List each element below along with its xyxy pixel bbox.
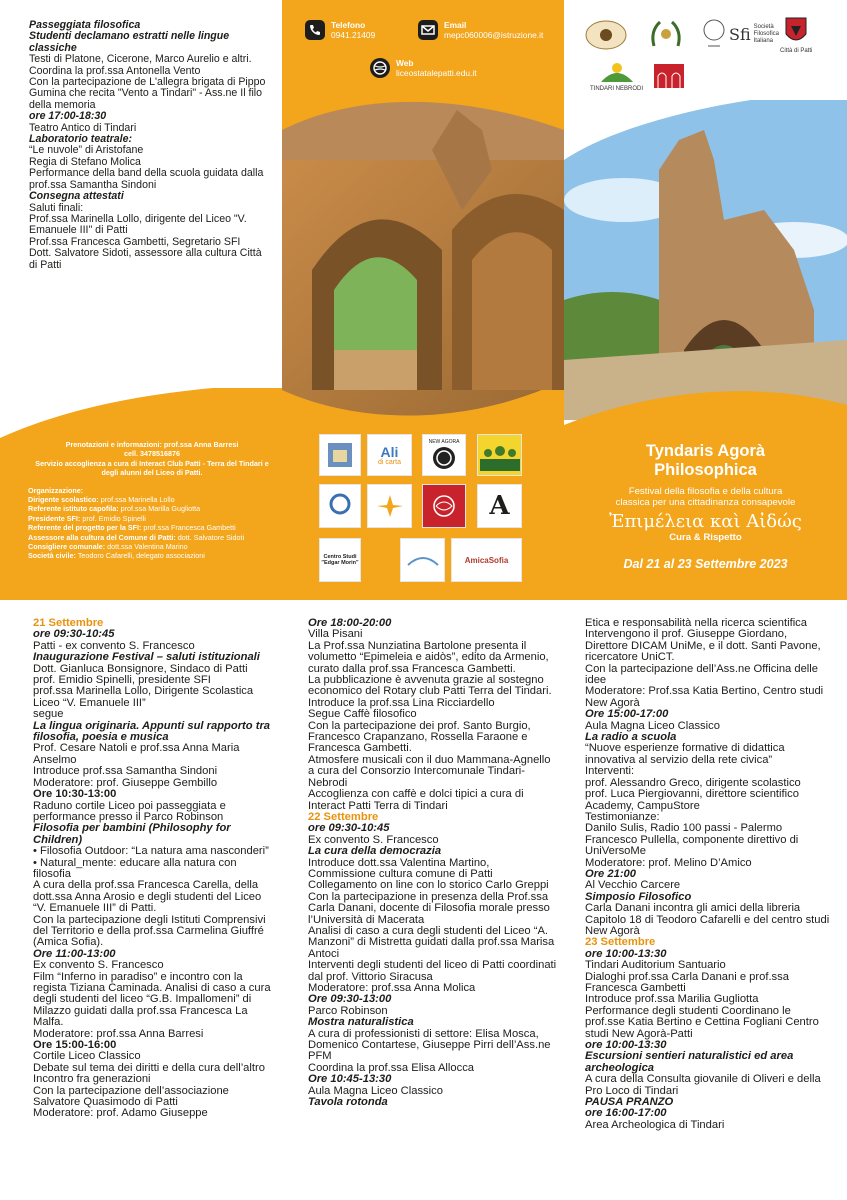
web-label: Web bbox=[396, 58, 414, 68]
partner-logo-red bbox=[422, 484, 466, 528]
program-line: Introduce prof.ssa Marilia Gugliotta bbox=[585, 993, 759, 1006]
amica-sofia-logo: AmicaSofia bbox=[451, 538, 522, 582]
laurel-logo bbox=[646, 16, 686, 54]
festival-subtitle-2: classica per una cittadinanza consapevole bbox=[615, 497, 796, 508]
program-line: Ore 18:00-20:00 bbox=[308, 617, 392, 629]
web-contact bbox=[370, 58, 477, 78]
program-line: Teatro Antico di Tindari bbox=[29, 121, 137, 134]
program-line: segue bbox=[33, 708, 64, 721]
centro-studi-logo: Centro Studi "Edgar Morin" bbox=[319, 538, 361, 582]
program-line: Studenti declamano estratti nelle lingue classiche bbox=[29, 30, 230, 54]
program-line: Tindari Auditorium Santuario bbox=[585, 959, 726, 972]
tindari-ruins-photo bbox=[282, 90, 564, 440]
officina-logo bbox=[367, 484, 412, 528]
program-line: Simposio Filosofico bbox=[585, 890, 692, 903]
program-line: PAUSA PRANZO bbox=[585, 1096, 674, 1109]
info-block bbox=[28, 440, 276, 561]
globe-icon bbox=[370, 58, 390, 78]
program-line: Ore 10:30-13:00 bbox=[33, 788, 117, 801]
partner-logo-blue bbox=[400, 538, 445, 582]
program-line: ore 09:30-10:45 bbox=[33, 628, 115, 641]
interactional-logo bbox=[319, 484, 361, 528]
program-line: Segue Caffè filosofico bbox=[308, 708, 417, 721]
institutional-logos bbox=[584, 10, 840, 100]
service-info: Servizio accoglienza a cura di Interact Club Patti - Terra del Tindari e degli alunni del Liceo di Patti. bbox=[35, 458, 269, 478]
program-line: Villa Pisani bbox=[308, 628, 363, 641]
program-line: Coordina la prof.ssa Elisa Allocca bbox=[308, 1061, 475, 1074]
program-line: 21 Settembre bbox=[33, 617, 104, 629]
program-line: A cura della Consulta giovanile di Oliveri e della Pro Loco di Tindari bbox=[585, 1073, 821, 1097]
phone-label: Telefono bbox=[331, 20, 366, 30]
organizer-name: prof.ssa Marinella Lollo bbox=[98, 495, 175, 505]
booking-info: Prenotazioni e informazioni: prof.ssa Anna Barresi bbox=[65, 440, 239, 449]
partner-logo-sunflower bbox=[477, 434, 522, 476]
program-line: Dialoghi prof.ssa Carla Danani e prof.ssa Francesca Gambetti bbox=[585, 970, 789, 994]
organizer-name: prof.ssa Francesca Gambetti bbox=[141, 523, 236, 533]
phone-icon bbox=[305, 20, 325, 40]
program-line: Con la partecipazione dei prof. Santo Burgio, Francesco Crapanzano, Rossella Faraone e Francesca Gambetti. bbox=[308, 719, 531, 755]
program-line: Ore 15:00-16:00 bbox=[33, 1039, 117, 1052]
program-line: Atmosfere musicali con il duo Mammana-Agnello a cura del Consorzio Intercomunale Tindari-Nebrodi bbox=[308, 753, 551, 789]
program-line: Regia di Stefano Molica bbox=[29, 155, 141, 168]
program-line: Incontro fra generazioni bbox=[33, 1073, 151, 1086]
program-line: Introduce dott.ssa Valentina Martino, Commissione cultura comune di Patti bbox=[308, 856, 493, 880]
organizer-name: prof. Emidio Spinelli bbox=[80, 513, 146, 523]
organizer-role: Consigliere comunale: bbox=[28, 542, 106, 552]
program-line: ore 10:00-13:30 bbox=[585, 947, 667, 960]
program-line: Ex convento S. Francesco bbox=[308, 833, 439, 846]
program-line: Moderatore: prof. Melino D’Amico bbox=[585, 856, 752, 869]
program-line: • Filosofia Outdoor: “La natura ama nasconderi” bbox=[33, 845, 269, 858]
email-contact bbox=[418, 20, 543, 40]
organizer-row bbox=[28, 514, 276, 523]
phone-value[interactable]: 0941.21409 bbox=[331, 30, 376, 40]
program-line: La pubblicazione è avvenuta grazie al sostegno economico del Rotary club Patti Terra del Tindari. bbox=[308, 674, 552, 698]
program-line: Ore 21:00 bbox=[585, 867, 636, 880]
program-line: Mostra naturalistica bbox=[308, 1016, 414, 1029]
program-line: A cura di professionisti di settore: Elisa Mosca, Domenico Contartese, Giuseppe Pirri dell’Ass.ne PFM bbox=[308, 1027, 551, 1063]
program-line: Prof.ssa Marinella Lollo, dirigente del Liceo "V. Emanuele III" di Patti bbox=[29, 212, 247, 237]
program-line: ore 17:00-18:30 bbox=[29, 110, 107, 123]
program-line: Introduce la prof.ssa Lina Ricciardello bbox=[308, 696, 495, 709]
organizer-role: Referente istituto capofila: bbox=[28, 504, 119, 514]
program-line: Raduno cortile Liceo poi passeggiata e performance presso il Parco Robinson bbox=[33, 799, 226, 823]
program-line: Ex convento S. Francesco bbox=[33, 959, 164, 972]
organizer-row bbox=[28, 523, 276, 532]
program-line: La cura della democrazia bbox=[308, 845, 442, 858]
program-line: Ore 11:00-13:00 bbox=[33, 947, 116, 960]
program-line: Tavola rotonda bbox=[308, 1096, 388, 1109]
program-line: Interventi degli studenti del liceo di Patti coordinati dal prof. Vittorio Siracusa bbox=[308, 959, 557, 983]
organizer-row bbox=[28, 504, 276, 513]
program-line: Prof.ssa Francesca Gambetti, Segretario SFI bbox=[29, 235, 241, 248]
program-line: Patti - ex convento S. Francesco bbox=[33, 639, 195, 652]
citta-di-patti-logo: Città di Patti bbox=[780, 12, 812, 55]
greek-motto: Ἐπιμέλεια καὶ Αἰδώς bbox=[609, 511, 802, 532]
web-value[interactable]: liceostatalepatti.edu.it bbox=[396, 68, 477, 78]
program-line: Inaugurazione Festival – saluti istituzionali bbox=[33, 651, 260, 664]
program-line: Passeggiata filosofica bbox=[29, 19, 141, 31]
program-line: Francesco Pullella, componente direttivo di UniVersoMe bbox=[585, 833, 799, 858]
new-agora-logo: NEW AGORA bbox=[422, 434, 466, 476]
program-line: Filosofia per bambini (Philosophy for Children) bbox=[33, 822, 231, 846]
program-line: Danilo Sulis, Radio 100 passi - Palermo bbox=[585, 822, 783, 835]
email-icon bbox=[418, 20, 438, 40]
program-line: Testi di Platone, Cicerone, Marco Aurelio e altri. bbox=[29, 53, 252, 66]
program-line: Con la partecipazione degli Istituti Comprensivi del Territorio e della prof.ssa Carmelina Giuffré (Amica Sofia). bbox=[33, 913, 266, 949]
org-rows bbox=[28, 495, 276, 561]
ali-di-carta-logo: Ali di carta bbox=[367, 434, 412, 476]
program-line: Intervengono il prof. Giuseppe Giordano, Direttore DICAM UniMe, e il dott. Santi Pavone, ricercatore UniCT. bbox=[585, 628, 821, 664]
sfi-logo: Sfi Società Filosofica Italiana bbox=[702, 16, 796, 52]
program-line: Performance degli studenti Coordinano le prof.sse Katia Bertino e Cettina Fogliani Centro studi New Agorà-Patti bbox=[585, 1004, 819, 1040]
program-line: prof. Alessandro Greco, dirigente scolastico bbox=[585, 776, 801, 789]
festival-subtitle-1: Festival della filosofia e della cultura bbox=[628, 486, 783, 497]
organizer-name: prof.ssa Marilla Gugliotta bbox=[118, 504, 201, 514]
program-line: Collegamento on line con lo storico Carlo Greppi bbox=[308, 879, 549, 892]
program-line: Etica e responsabilità nella ricerca scientifica bbox=[585, 617, 807, 629]
program-line: Con la partecipazione dell’Ass.ne Officina delle idee bbox=[585, 662, 819, 687]
program-line: prof. Luca Piergiovanni, direttore scientifico Academy, CampuStore bbox=[585, 788, 799, 812]
org-title: Organizzazione: bbox=[28, 485, 84, 495]
program-line: Performance della band della scuola guidata dalla prof.ssa Samantha Sindoni bbox=[29, 167, 264, 191]
festival-title-line2: Philosophica bbox=[654, 461, 757, 479]
program-line: Debate sul tema dei diritti e della cura dell’altro bbox=[33, 1061, 265, 1074]
program-line: ore 09:30-10:45 bbox=[308, 822, 390, 835]
program-line: Moderatore: prof. Giuseppe Gembillo bbox=[33, 776, 218, 789]
festival-dates: Dal 21 al 23 Settembre 2023 bbox=[623, 557, 788, 571]
booking-cell: cell. 3478516876 bbox=[124, 449, 180, 459]
program-line: Coordina la prof.ssa Antonella Vento bbox=[29, 64, 201, 77]
program-line: La Prof.ssa Nunziatina Bartolone presenta il volumetto “Epimeleia e aidòs”, edito da Armenio, curato dalla prof.ssa Francesca Gambetti. bbox=[308, 639, 549, 675]
program-line: Con la partecipazione dell’associazione Salvatore Quasimodo di Patti bbox=[33, 1084, 229, 1109]
program-line: Film “Inferno in paradiso” e incontro con la regista Tiziana Caminada. Analisi di caso a cura degli studenti del liceo “G.B. Impallomeni” di Milazzo guidati dalla prof.ssa Francesca La Malfa. bbox=[33, 970, 271, 1029]
program-line: Escursioni sentieri naturalistici ed area archeologica bbox=[585, 1050, 794, 1074]
program-line: Consegna attestati bbox=[29, 190, 124, 203]
email-value[interactable]: mepc060006@istruzione.it bbox=[444, 30, 544, 40]
program-line: Cortile Liceo Classico bbox=[33, 1050, 141, 1063]
program-line: A cura della prof.ssa Francesca Carella, della dott.ssa Anna Arosio e degli studenti del Liceo “V. Emanuele III” di Patti. bbox=[33, 879, 262, 915]
program-line: Aula Magna Liceo Classico bbox=[308, 1084, 443, 1097]
program-line: prof.ssa Marinella Lollo, Dirigente Scolastica Liceo “V. Emanuele III” bbox=[33, 685, 254, 709]
program-line: Interventi: bbox=[585, 765, 635, 778]
program-line: ore 16:00-17:00 bbox=[585, 1107, 667, 1120]
letter-a-logo: A bbox=[477, 484, 522, 528]
program-line: Con la partecipazione in presenza della Prof.ssa Carla Danani, docente di Filosofia morale presso l’Università di Macerata bbox=[308, 890, 550, 926]
program-line: • Natural_mente: educare alla natura con filosofia bbox=[33, 856, 237, 880]
program-line: Analisi di caso a cura degli studenti del Liceo “A. Manzoni” di Mistretta guidati dalla prof.ssa Marisa Antoci bbox=[308, 924, 555, 960]
organizer-role: Referente del progetto per la SFI: bbox=[28, 523, 142, 533]
program-line: Ore 10:45-13:30 bbox=[308, 1073, 392, 1086]
organizer-role: Dirigente scolastico: bbox=[28, 495, 99, 505]
program-line: Con la partecipazione de L'allegra brigata di Pippo Gumina che recita "Vento a Tindari" - Ass.ne Il filo della memoria bbox=[29, 76, 266, 111]
program-line: Aula Magna Liceo Classico bbox=[585, 719, 720, 732]
organizer-row bbox=[28, 533, 276, 542]
program-line: Dott. Gianluca Bonsignore, Sindaco di Patti bbox=[33, 662, 248, 675]
program-line: Ore 09:30-13:00 bbox=[308, 993, 392, 1006]
program-line: prof. Emidio Spinelli, presidente SFI bbox=[33, 674, 211, 687]
program-line: Prof. Cesare Natoli e prof.ssa Anna Maria Anselmo bbox=[33, 742, 240, 766]
organizer-name: dott.ssa Valentina Marino bbox=[105, 542, 188, 552]
program-line: Accoglienza con caffè e dolci tipici a cura di Interact Patti Terra di Tindari bbox=[308, 788, 524, 812]
left-program-text bbox=[29, 20, 267, 271]
program-line: Carla Danani incontra gli amici della libreria Capitolo 18 di Teodoro Cafarelli e del centro studi New Agorà bbox=[585, 902, 830, 937]
program-line: Moderatore: prof.ssa Anna Molica bbox=[308, 982, 476, 994]
organizer-name: Teodoro Cafarelli, delegato associazioni bbox=[75, 551, 205, 561]
program-line: “Le nuvole” di Aristofane bbox=[29, 144, 144, 157]
organizer-name: dott. Salvatore Sidoti bbox=[175, 532, 245, 542]
program-line: Saluti finali: bbox=[29, 201, 84, 214]
program-line: “Nuove esperienze formative di didattica innovativa al servizio della rete civica” bbox=[585, 742, 785, 766]
festival-title-line1: Tyndaris Agorà bbox=[645, 442, 766, 460]
organizer-role: Assessore alla cultura del Comune di Patti: bbox=[28, 532, 176, 542]
program-schedule bbox=[0, 618, 847, 1200]
organizer-row bbox=[28, 542, 276, 551]
organizer-role: Società civile: bbox=[28, 551, 76, 561]
program-line: Moderatore: prof.ssa Anna Barresi bbox=[33, 1027, 204, 1040]
program-line: ore 10:00-13:30 bbox=[585, 1039, 667, 1052]
program-line: Testimonianze: bbox=[585, 810, 660, 823]
program-column-2 bbox=[308, 618, 558, 1108]
program-line: Area Archeologica di Tindari bbox=[585, 1118, 725, 1131]
school-emblem-logo bbox=[584, 18, 628, 52]
program-line: Al Vecchio Carcere bbox=[585, 879, 681, 892]
organizer-row bbox=[28, 551, 276, 560]
program-line: 22 Settembre bbox=[308, 810, 379, 823]
festival-title-block bbox=[564, 442, 847, 571]
tindari-nebrodi-logo: TINDARI NEBRODI bbox=[590, 60, 643, 93]
program-line: Moderatore: Prof.ssa Katia Bertino, Centro studi New Agorà bbox=[585, 685, 824, 709]
program-line: Moderatore: prof. Adamo Giuseppe bbox=[33, 1107, 208, 1120]
email-label: Email bbox=[444, 20, 467, 30]
arches-logo bbox=[652, 62, 686, 90]
program-line: Ore 15:00-17:00 bbox=[585, 708, 669, 721]
program-line: Dott. Salvatore Sidoti, assessore alla cultura Città di Patti bbox=[29, 247, 262, 271]
program-line: Introduce prof.ssa Samantha Sindoni bbox=[33, 765, 218, 778]
program-line: La lingua originaria. Appunti sul rapporto tra filosofia, poesia e musica bbox=[33, 719, 271, 744]
program-line: Parco Robinson bbox=[308, 1004, 388, 1017]
program-line: La radio a scuola bbox=[585, 731, 677, 744]
motto-translation: Cura & Rispetto bbox=[669, 532, 742, 543]
partner-logo-1 bbox=[319, 434, 361, 476]
organizer-role: Presidente SFI: bbox=[28, 513, 81, 523]
program-column-1 bbox=[33, 618, 273, 1120]
program-column-3 bbox=[585, 618, 830, 1131]
organizer-row bbox=[28, 495, 276, 504]
phone-contact bbox=[305, 20, 375, 40]
program-line: Laboratorio teatrale: bbox=[29, 133, 133, 146]
program-line: 23 Settembre bbox=[585, 936, 656, 949]
